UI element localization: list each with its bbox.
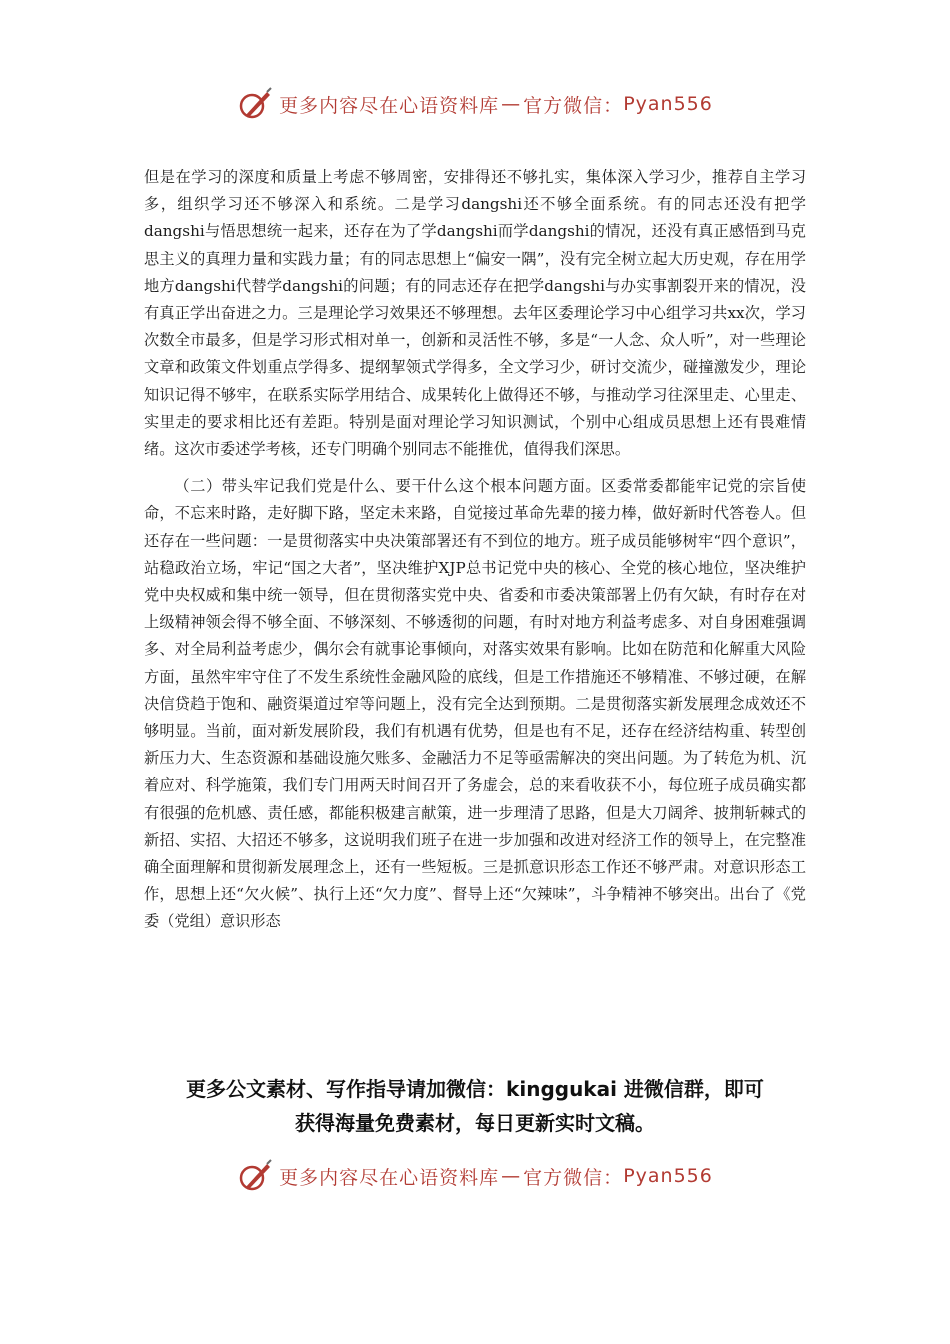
quill-logo-icon xyxy=(237,86,273,122)
watermark-separator: — xyxy=(501,93,522,115)
footer-watermark xyxy=(0,1156,950,1196)
document-body xyxy=(144,164,806,936)
header-watermark xyxy=(0,84,950,124)
promo-line-1: 更多公文素材、写作指导请加微信：kinggukai 进微信群，即可 xyxy=(186,1077,764,1101)
watermark-wechat-id: Pyan556 xyxy=(623,1165,713,1187)
promo-line-2: 获得海量免费素材，每日更新实时文稿。 xyxy=(295,1111,655,1135)
watermark-wechat-label: 官方微信： xyxy=(523,1166,624,1189)
watermark-text: 更多内容尽在心语资料库 xyxy=(279,1166,500,1189)
watermark-separator: — xyxy=(501,1165,522,1187)
watermark-wechat-id: Pyan556 xyxy=(623,93,713,115)
quill-logo-icon xyxy=(237,1158,273,1194)
paragraph-1: 但是在学习的深度和质量上考虑不够周密，安排得还不够扎实，集体深入学习少，推荐自主学习多，组织学习还不够深入和系统。二是学习dangshi还不够全面系统。有的同志还没有把学dangshi与悟思想统一起来，还存在为了学dangshi而学dangshi的情况，还没有真正感悟到马克思主义的真理力量和实践力量；有的同志思想上“偏安一隅”，没有完全树立起大历史观，存在用学地方dangshi代替学dangshi的问题；有的同志还存在把学dangshi与办实事割裂开来的情况，没有真正学出奋进之力。三是理论学习效果还不够理想。去年区委理论学习中心组学习共xx次，学习次数全市最多，但是学习形式相对单一，创新和灵活性不够，多是“一人念、众人听”，对一些理论文章和政策文件划重点学得多、提纲挈领式学得多，全文学习少，研讨交流少，碰撞激发少，理论知识记得不够牢，在联系实际学用结合、成果转化上做得还不够，与推动学习往深里走、心里走、实里走的要求相比还有差距。特别是面对理论学习知识测试，个别中心组成员思想上还有畏难情绪。这次市委述学考核，还专门明确个别同志不能推优，值得我们深思。 xyxy=(144,168,806,459)
promo-banner xyxy=(120,1072,830,1140)
paragraph-2: （二）带头牢记我们党是什么、要干什么这个根本问题方面。区委常委都能牢记党的宗旨使命，不忘来时路，走好脚下路，坚定未来路，自觉接过革命先辈的接力棒，做好新时代答卷人。但还存在一些问题：一是贯彻落实中央决策部署还有不到位的地方。班子成员能够树牢“四个意识”，站稳政治立场，牢记“国之大者”，坚决维护XJP总书记党中央的核心、全党的核心地位，坚决维护党中央权威和集中统一领导，但在贯彻落实党中央、省委和市委决策部署上仍有欠缺，有时存在对上级精神领会得不够全面、不够深刻、不够透彻的问题，有时对地方利益考虑多、对自身困难强调多、对全局利益考虑少，偶尔会有就事论事倾向，对落实效果有影响。比如在防范和化解重大风险方面，虽然牢牢守住了不发生系统性金融风险的底线，但是工作措施还不够精准、不够过硬，在解决信贷趋于饱和、融资渠道过窄等问题上，没有完全达到预期。二是贯彻落实新发展理念成效还不够明显。当前，面对新发展阶段，我们有机遇有优势，但是也有不足，还存在经济结构重、转型创新压力大、生态资源和基础设施欠账多、金融活力不足等亟需解决的突出问题。为了转危为机、沉着应对、科学施策，我们专门用两天时间召开了务虚会，总的来看收获不小，每位班子成员确实都有很强的危机感、责任感，都能积极建言献策，进一步理清了思路，但是大刀阔斧、披荆斩棘式的新招、实招、大招还不够多，这说明我们班子在进一步加强和改进对经济工作的领导上，在完整准确全面理解和贯彻新发展理念上，还有一些短板。三是抓意识形态工作还不够严肃。对意识形态工作，思想上还“欠火候”、执行上还“欠力度”、督导上还“欠辣味”，斗争精神不够突出。出台了《党委（党组）意识形态 xyxy=(144,477,806,931)
watermark-text: 更多内容尽在心语资料库 xyxy=(279,94,500,117)
watermark-wechat-label: 官方微信： xyxy=(523,94,624,117)
